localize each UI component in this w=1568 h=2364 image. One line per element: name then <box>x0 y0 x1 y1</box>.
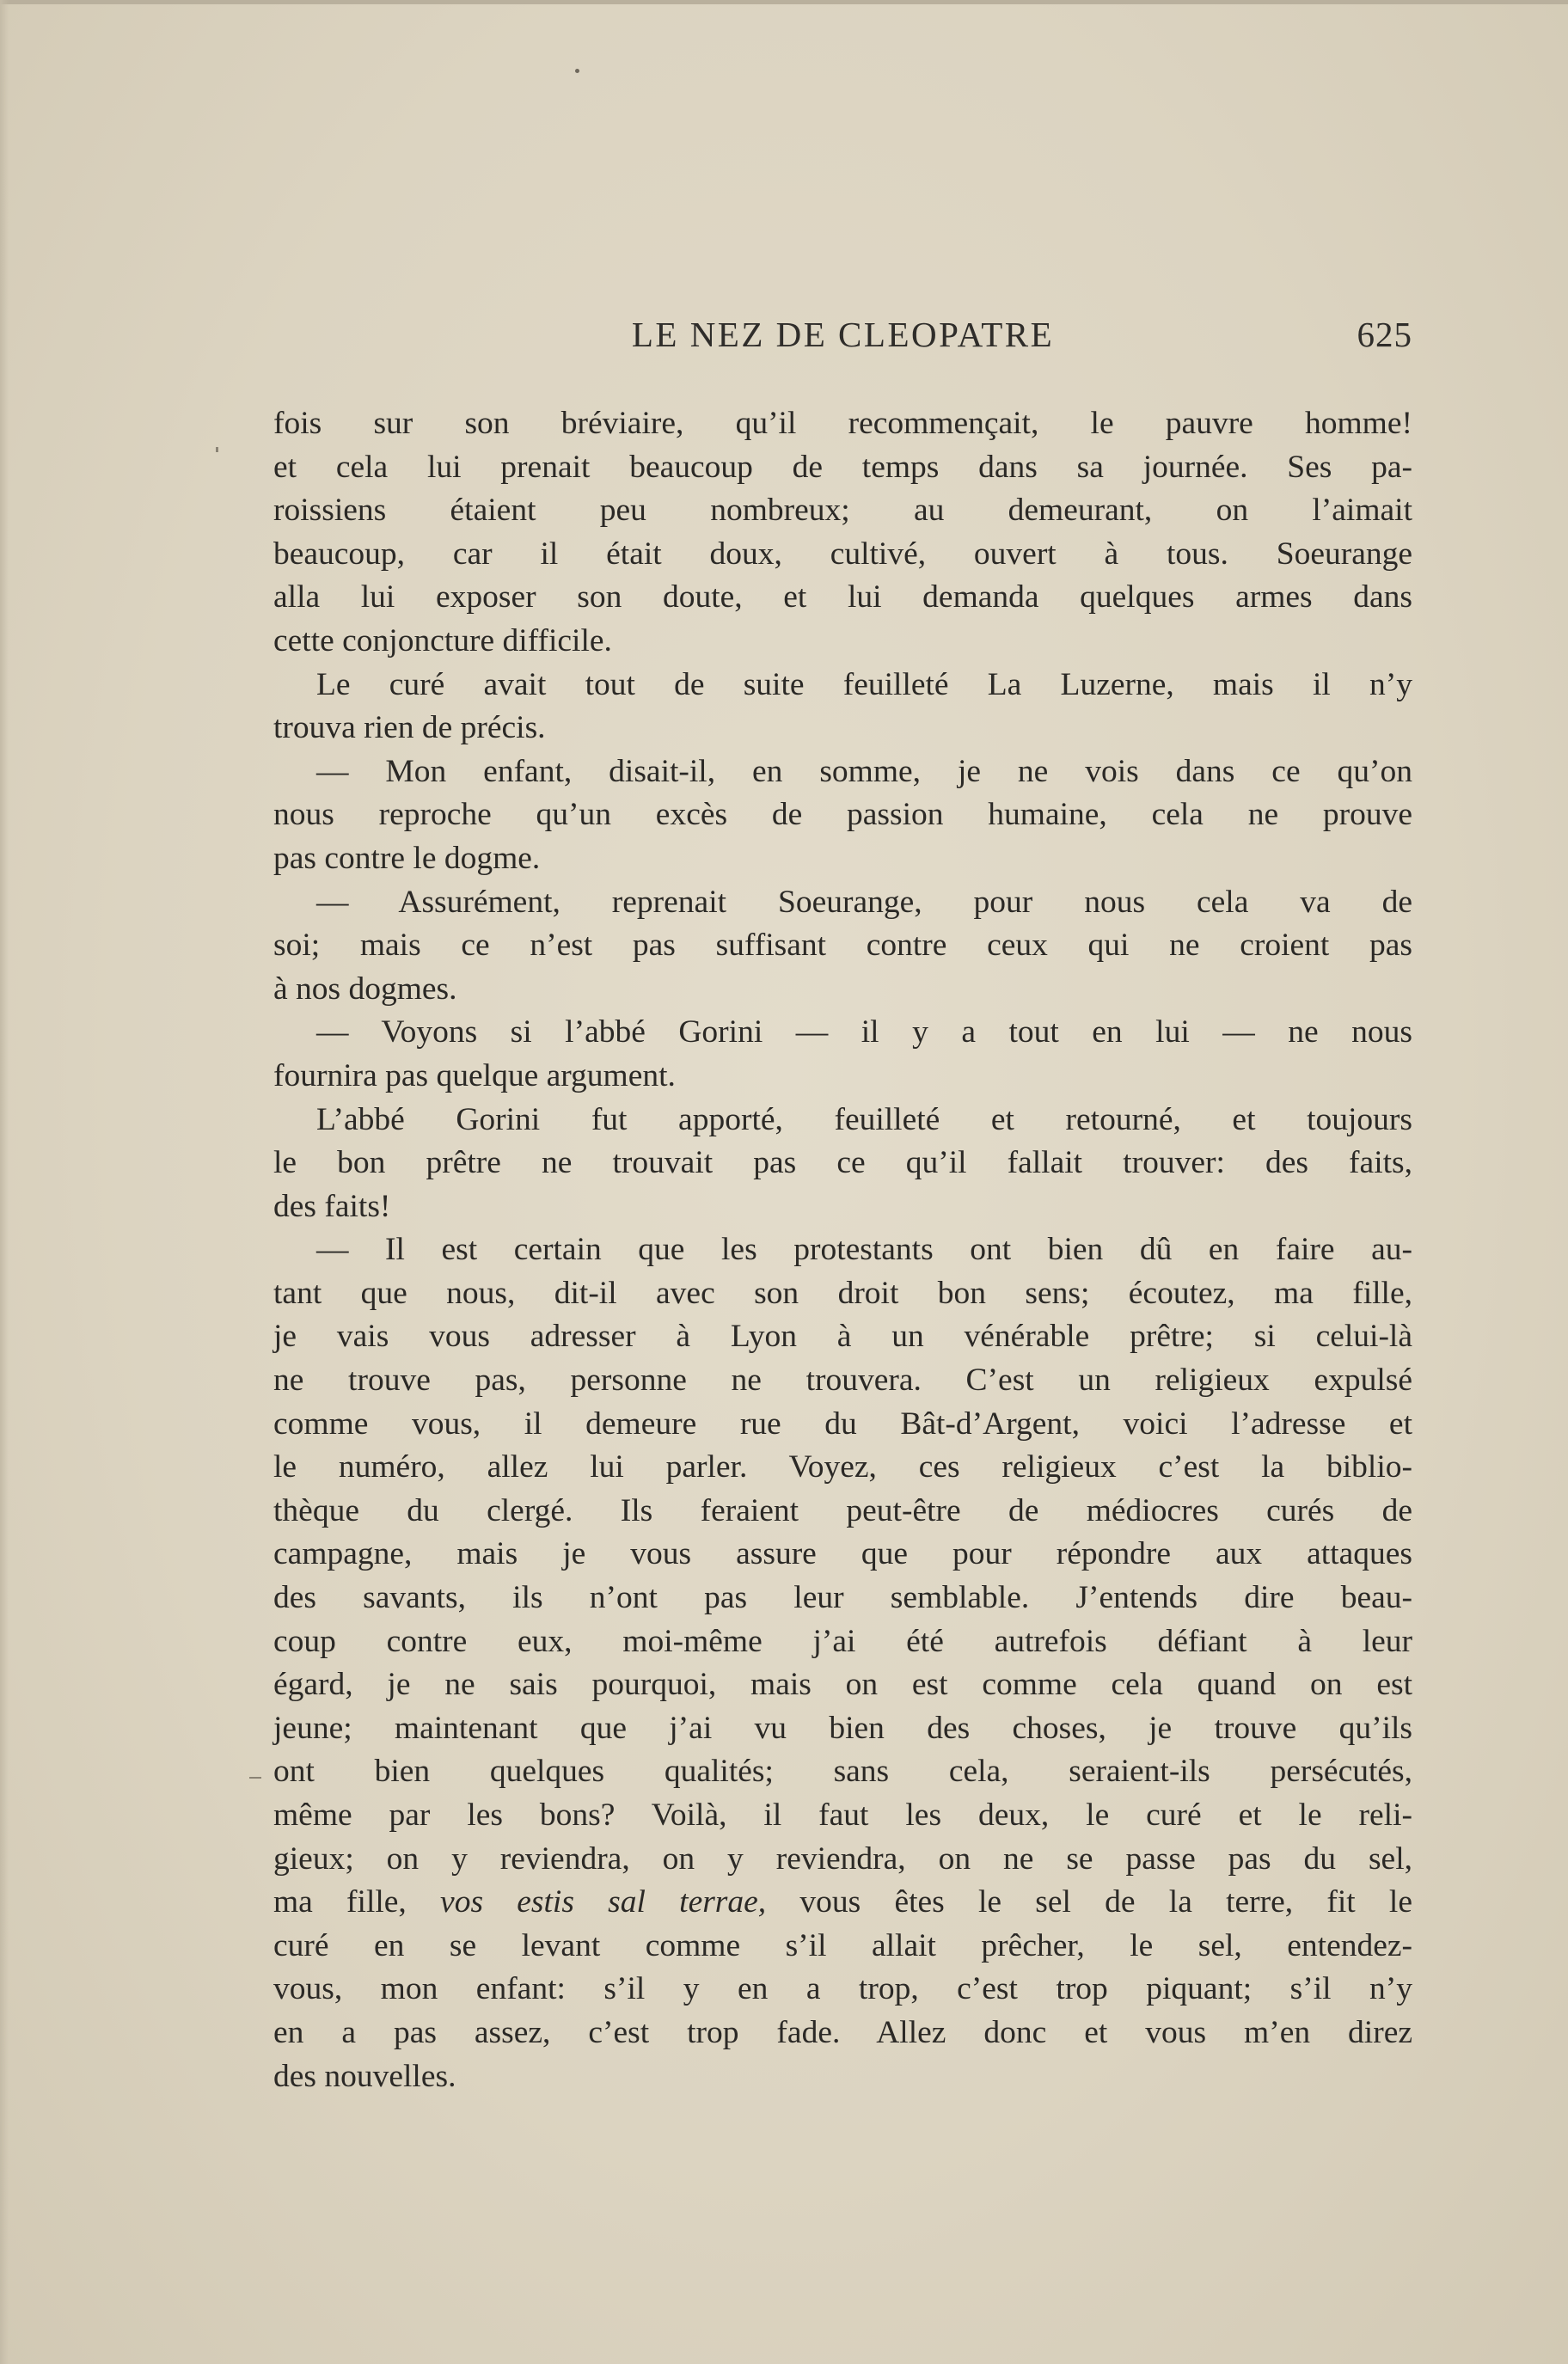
paragraph <box>273 750 1412 881</box>
text-line: vous, mon enfant: s’il y en a trop, c’est trop piquant; s’il n’y <box>273 1971 1412 2007</box>
text-line: — Assurément, reprenait Soeurange, pour nous cela va de <box>316 884 1412 920</box>
text-line: thèque du clergé. Ils feraient peut-être de médiocres curés de <box>273 1492 1412 1528</box>
text-line: fournira pas quelque argument. <box>273 1057 676 1093</box>
text-line: beaucoup, car il était doux, cultivé, ouvert à tous. Soeurange <box>273 536 1412 572</box>
text-line: je vais vous adresser à Lyon à un vénérable prêtre; si celui-là <box>273 1319 1412 1355</box>
text-line: — Il est certain que les protestants ont bien dû en faire au- <box>316 1232 1412 1268</box>
text-line: le bon prêtre ne trouvait pas ce qu’il fallait trouver: des faits, <box>273 1145 1412 1181</box>
text-line: L’abbé Gorini fut apporté, feuilleté et retourné, et toujours <box>316 1101 1412 1137</box>
text-line: ont bien quelques qualités; sans cela, seraient-ils persécutés, <box>273 1754 1412 1790</box>
text-line: tant que nous, dit-il avec son droit bon sens; écoutez, ma fille, <box>273 1275 1412 1311</box>
text-line: jeune; maintenant que j’ai vu bien des choses, je trouve qu’ils <box>273 1710 1412 1746</box>
text-line: en a pas assez, c’est trop fade. Allez donc et vous m’en direz <box>273 2014 1412 2050</box>
text-line: alla lui exposer son doute, et lui demanda quelques armes dans <box>273 579 1412 615</box>
text-line: curé en se levant comme s’il allait prêcher, le sel, entendez- <box>273 1927 1412 1963</box>
margin-dash <box>249 1777 261 1779</box>
paragraph <box>273 1011 1412 1098</box>
text-line: et cela lui prenait beaucoup de temps dans sa journée. Ses pa- <box>273 449 1412 485</box>
text-line: cette conjoncture difficile. <box>273 622 612 658</box>
paragraph <box>273 881 1412 1012</box>
text-line: comme vous, il demeure rue du Bât-d’Argent, voici l’adresse et <box>273 1406 1412 1442</box>
page-binding-edge <box>0 0 9 2364</box>
ink-speck <box>575 69 579 73</box>
paragraph <box>273 1099 1412 1229</box>
text-line: ne trouve pas, personne ne trouvera. C’est un religieux expulsé <box>273 1363 1412 1399</box>
text-line: ma fille, vos estis sal terrae, vous êtes le sel de la terre, fit le <box>273 1884 1412 1920</box>
text-line: égard, je ne sais pourquoi, mais on est comme cela quand on est <box>273 1667 1412 1703</box>
latin-phrase: vos estis sal terrae, <box>440 1884 767 1920</box>
text-line: des nouvelles. <box>273 2058 456 2094</box>
page-top-edge <box>0 0 1568 4</box>
text-line: — Mon enfant, disait-il, en somme, je ne vois dans ce qu’on <box>316 753 1412 789</box>
text-line: le numéro, allez lui parler. Voyez, ces religieux c’est la biblio- <box>273 1449 1412 1485</box>
text-line: soi; mais ce n’est pas suffisant contre ceux qui ne croient pas <box>273 928 1412 964</box>
text-line: même par les bons? Voilà, il faut les deux, le curé et le reli- <box>273 1797 1412 1833</box>
paragraph <box>273 1228 1412 2098</box>
margin-mark <box>216 447 218 452</box>
text-line: des savants, ils n’ont pas leur semblable. J’entends dire beau- <box>273 1580 1412 1616</box>
text-line: roissiens étaient peu nombreux; au demeurant, on l’aimait <box>273 493 1412 529</box>
text-line: campagne, mais je vous assure que pour répondre aux attaques <box>273 1536 1412 1572</box>
text-line: nous reproche qu’un excès de passion humaine, cela ne prouve <box>273 797 1412 833</box>
running-head <box>273 314 1412 365</box>
text-line: trouva rien de précis. <box>273 710 546 746</box>
text-line: à nos dogmes. <box>273 971 457 1007</box>
page-number: 625 <box>1357 315 1412 354</box>
paragraph <box>273 402 1412 664</box>
running-title: LE NEZ DE CLEOPATRE <box>631 315 1055 354</box>
paragraph <box>273 664 1412 750</box>
text-line: — Voyons si l’abbé Gorini — il y a tout en lui — ne nous <box>316 1014 1412 1050</box>
text-line: pas contre le dogme. <box>273 840 541 876</box>
text-line: gieux; on y reviendra, on y reviendra, on ne se passe pas du sel, <box>273 1840 1412 1877</box>
text-line: coup contre eux, moi-même j’ai été autrefois défiant à leur <box>273 1623 1412 1659</box>
text-line: fois sur son bréviaire, qu’il recommençait, le pauvre homme! <box>273 406 1412 441</box>
body-text <box>273 402 1412 2098</box>
text-line: des faits! <box>273 1188 391 1224</box>
text-line: Le curé avait tout de suite feuilleté La Luzerne, mais il n’y <box>316 666 1412 702</box>
